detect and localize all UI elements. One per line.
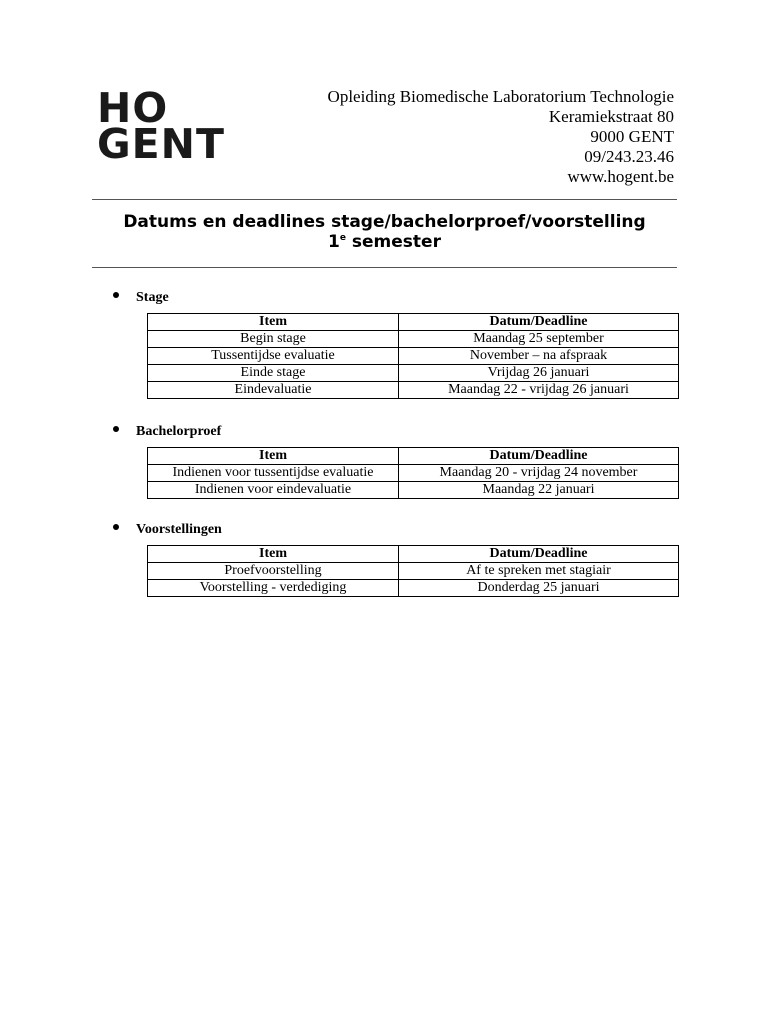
item-cell: Tussentijdse evaluatie: [148, 348, 399, 365]
logo-line-1: HO: [97, 84, 169, 132]
section-heading-label: Stage: [136, 290, 169, 305]
date-cell: Maandag 22 januari: [399, 482, 679, 499]
header-divider: [92, 199, 677, 200]
date-cell: Donderdag 25 januari: [399, 580, 679, 597]
item-cell: Proefvoorstelling: [148, 563, 399, 580]
item-column-header: Item: [148, 448, 399, 465]
stage-table: [147, 313, 679, 399]
item-cell: Eindevaluatie: [148, 382, 399, 399]
item-cell: Begin stage: [148, 331, 399, 348]
table-row: [148, 482, 679, 499]
item-cell: Indienen voor tussentijdse evaluatie: [148, 465, 399, 482]
table-row: [148, 382, 679, 399]
document-title: [92, 212, 677, 252]
street-address: Keramiekstraat 80: [548, 107, 674, 126]
table-header-row: [148, 314, 679, 331]
website: www.hogent.be: [567, 167, 674, 186]
postal-city: 9000 GENT: [590, 127, 674, 146]
item-cell: Einde stage: [148, 365, 399, 382]
title-line-2: [92, 232, 677, 252]
bullet-icon: [113, 426, 119, 432]
voorstellingen-table: [147, 545, 679, 597]
section-heading-label: Voorstellingen: [136, 522, 222, 537]
section-heading: [113, 424, 221, 440]
table-row: [148, 465, 679, 482]
semester-number: 1: [328, 232, 340, 252]
title-line-1: Datums en deadlines stage/bachelorproef/voorstelling: [123, 212, 646, 232]
logo-line-2: GENT: [97, 120, 225, 168]
semester-superscript: e: [339, 233, 346, 243]
table-row: [148, 331, 679, 348]
item-column-header: Item: [148, 314, 399, 331]
title-divider: [92, 267, 677, 268]
date-cell: November – na afspraak: [399, 348, 679, 365]
section-heading: [113, 290, 169, 306]
date-column-header: Datum/Deadline: [399, 448, 679, 465]
table-row: [148, 563, 679, 580]
section-heading: [113, 522, 222, 538]
hogent-logo: [97, 84, 225, 168]
date-cell: Af te spreken met stagiair: [399, 563, 679, 580]
item-cell: Voorstelling - verdediging: [148, 580, 399, 597]
phone-number: 09/243.23.46: [584, 147, 674, 166]
date-cell: Maandag 25 september: [399, 331, 679, 348]
date-cell: Vrijdag 26 januari: [399, 365, 679, 382]
table-header-row: [148, 448, 679, 465]
bullet-icon: [113, 524, 119, 530]
date-cell: Maandag 20 - vrijdag 24 november: [399, 465, 679, 482]
table-header-row: [148, 546, 679, 563]
date-cell: Maandag 22 - vrijdag 26 januari: [399, 382, 679, 399]
item-column-header: Item: [148, 546, 399, 563]
department-name: Opleiding Biomedische Laboratorium Technologie: [327, 87, 674, 106]
semester-word: semester: [345, 232, 441, 252]
date-column-header: Datum/Deadline: [399, 314, 679, 331]
address-block: [328, 87, 674, 187]
section-heading-label: Bachelorproef: [136, 424, 222, 439]
table-row: [148, 580, 679, 597]
bachelorproef-table: [147, 447, 679, 499]
date-column-header: Datum/Deadline: [399, 546, 679, 563]
item-cell: Indienen voor eindevaluatie: [148, 482, 399, 499]
bullet-icon: [113, 292, 119, 298]
table-row: [148, 365, 679, 382]
table-row: [148, 348, 679, 365]
